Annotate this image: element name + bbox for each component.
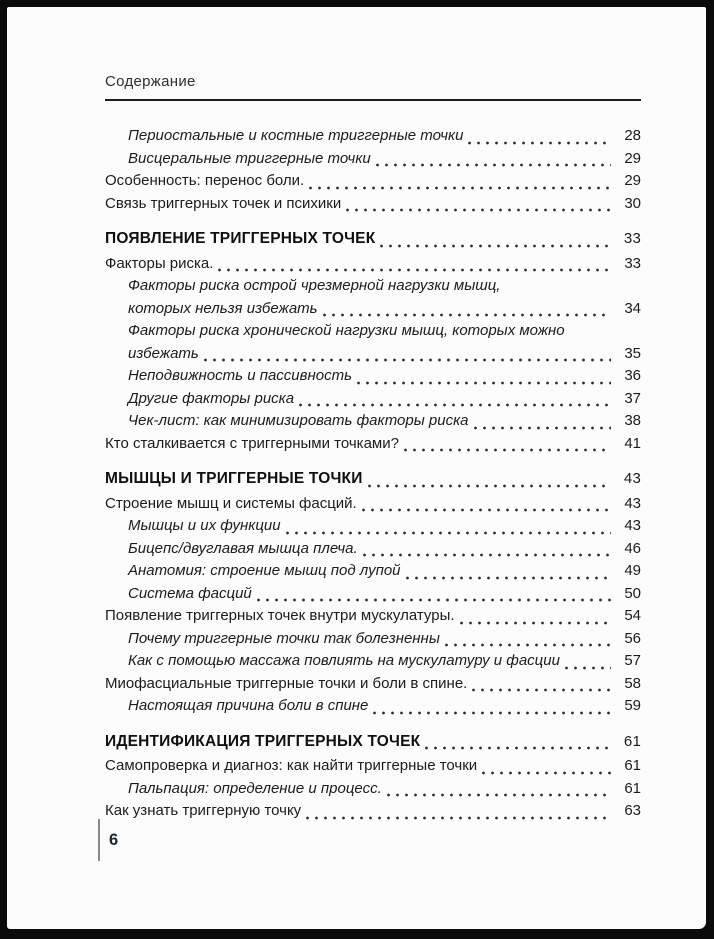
toc-entry-title: которых нельзя избежать xyxy=(128,299,318,317)
dot-leader xyxy=(468,141,611,145)
toc-entry-title: ПОЯВЛЕНИЕ ТРИГГЕРНЫХ ТОЧЕК xyxy=(105,230,376,247)
dot-leader xyxy=(257,598,611,602)
page-number: 6 xyxy=(109,830,119,849)
dot-leader xyxy=(218,268,611,272)
dot-leader xyxy=(425,746,611,750)
dot-leader xyxy=(368,484,611,488)
toc-entry-page: 29 xyxy=(624,172,641,189)
toc-entry-title: Бицепс/двуглавая мышца плеча. xyxy=(128,539,358,557)
toc-entry-title: Связь триггерных точек и психики xyxy=(105,194,342,212)
dot-leader xyxy=(346,208,611,212)
toc-row xyxy=(105,755,641,778)
toc-row xyxy=(105,148,641,171)
dot-leader xyxy=(204,358,611,362)
toc-entry-page: 59 xyxy=(624,697,641,714)
toc-entry-page: 63 xyxy=(624,802,641,819)
toc-entry-page: 36 xyxy=(624,367,641,384)
toc-entry-page: 30 xyxy=(624,194,641,212)
toc-row xyxy=(105,468,641,491)
toc-row xyxy=(105,778,641,801)
toc-row xyxy=(105,253,641,276)
toc-entry-page: 38 xyxy=(624,412,641,429)
toc-entry-title: Система фасций xyxy=(128,584,252,602)
dot-leader xyxy=(460,621,611,625)
toc-entry-page: 46 xyxy=(624,539,641,557)
toc-row xyxy=(105,343,641,366)
toc-row xyxy=(105,583,641,606)
toc-entry-page: 41 xyxy=(624,434,641,452)
toc-row xyxy=(105,731,641,754)
dot-leader xyxy=(376,163,611,167)
toc-entry-page: 43 xyxy=(623,470,641,487)
toc-entry-title: избежать xyxy=(128,344,199,362)
toc-row xyxy=(105,800,641,823)
toc-entry-title: Как узнать триггерную точку xyxy=(105,802,302,819)
toc-entry-page: 34 xyxy=(624,299,641,317)
page-content xyxy=(7,7,706,823)
toc-entry-page: 43 xyxy=(624,494,641,512)
page-header-title: Содержание xyxy=(105,73,196,90)
toc-row xyxy=(105,228,641,251)
toc-entry-title: Факторы риска. xyxy=(105,254,214,272)
toc-row xyxy=(105,515,641,538)
dot-leader xyxy=(565,666,611,670)
toc-row xyxy=(105,695,641,718)
toc-entry-page: 49 xyxy=(624,562,641,579)
toc-entry-page: 58 xyxy=(624,674,641,692)
toc-entry-title: Факторы риска хронической нагрузки мышц, которых можно xyxy=(128,322,565,339)
toc-entry-title: Миофасциальные триггерные точки и боли в спине. xyxy=(105,674,468,692)
toc-row xyxy=(105,298,641,321)
dot-leader xyxy=(472,688,611,692)
toc-row xyxy=(105,538,641,561)
toc-entry-page: 33 xyxy=(623,230,641,247)
dot-leader xyxy=(363,553,611,557)
dot-leader xyxy=(482,771,611,775)
toc-entry-page: 43 xyxy=(624,517,641,534)
dot-leader xyxy=(445,643,611,647)
page-footer xyxy=(98,819,118,861)
dot-leader xyxy=(474,426,611,430)
toc-entry-page: 54 xyxy=(624,607,641,624)
dot-leader xyxy=(373,711,611,715)
toc-row xyxy=(105,560,641,583)
toc-entry-page: 35 xyxy=(624,344,641,362)
toc-entry-page: 29 xyxy=(624,149,641,167)
toc-row xyxy=(105,125,641,148)
dot-leader xyxy=(299,403,611,407)
toc-row xyxy=(105,493,641,516)
toc-row xyxy=(105,275,641,298)
toc-row xyxy=(105,388,641,411)
toc-row xyxy=(105,628,641,651)
toc-entry-page: 56 xyxy=(624,629,641,647)
toc-entry-title: МЫШЦЫ И ТРИГГЕРНЫЕ ТОЧКИ xyxy=(105,470,363,487)
toc-entry-page: 37 xyxy=(624,389,641,407)
toc-entry-title: ИДЕНТИФИКАЦИЯ ТРИГГЕРНЫХ ТОЧЕК xyxy=(105,732,421,750)
toc-entry-title: Особенность: перенос боли. xyxy=(105,172,305,189)
toc-row xyxy=(105,410,641,433)
toc-row xyxy=(105,433,641,456)
toc-entry-page: 61 xyxy=(624,757,641,774)
toc-entry-page: 61 xyxy=(623,732,641,750)
toc-entry-title: Как с помощью массажа повлиять на мускулатуру и фасции xyxy=(128,652,560,669)
toc-row xyxy=(105,650,641,673)
toc-entry-title: Настоящая причина боли в спине xyxy=(128,697,369,714)
toc-entry-title: Неподвижность и пассивность xyxy=(128,367,352,384)
toc-row xyxy=(105,673,641,696)
dot-leader xyxy=(323,313,611,317)
toc-entry-page: 61 xyxy=(624,779,641,797)
toc-entry-title: Кто сталкивается с триггерными точками? xyxy=(105,434,399,452)
dot-leader xyxy=(404,448,611,452)
dot-leader xyxy=(380,244,611,248)
toc-entry-page: 28 xyxy=(624,127,641,144)
toc-entry-page: 33 xyxy=(624,254,641,272)
header-rule xyxy=(105,99,641,101)
table-of-contents xyxy=(105,125,641,823)
toc-row xyxy=(105,365,641,388)
toc-entry-page: 50 xyxy=(624,584,641,602)
book-page xyxy=(7,7,706,929)
toc-row xyxy=(105,320,641,343)
toc-entry-title: Почему триггерные точки так болезненны xyxy=(128,629,440,647)
toc-row xyxy=(105,170,641,193)
dot-leader xyxy=(362,508,611,512)
dot-leader xyxy=(309,186,611,190)
toc-row xyxy=(105,605,641,628)
dot-leader xyxy=(286,531,611,535)
dot-leader xyxy=(387,793,611,797)
toc-entry-title: Факторы риска острой чрезмерной нагрузки мышц, xyxy=(128,277,501,294)
toc-entry-title: Строение мышц и системы фасций. xyxy=(105,494,357,512)
toc-entry-title: Самопроверка и диагноз: как найти триггерные точки xyxy=(105,757,478,774)
toc-entry-title: Пальпация: определение и процесс. xyxy=(128,779,382,797)
dot-leader xyxy=(306,816,611,820)
dot-leader xyxy=(406,576,611,580)
toc-entry-title: Висцеральные триггерные точки xyxy=(128,149,371,167)
toc-row xyxy=(105,193,641,216)
toc-entry-title: Другие факторы риска xyxy=(128,389,295,407)
toc-entry-title: Анатомия: строение мышц под лупой xyxy=(128,562,401,579)
page-header xyxy=(105,73,641,101)
toc-entry-page: 57 xyxy=(624,652,641,669)
dot-leader xyxy=(357,381,611,385)
toc-entry-title: Появление триггерных точек внутри мускулатуры. xyxy=(105,607,455,624)
footer-divider-bar xyxy=(98,819,100,861)
toc-entry-title: Периостальные и костные триггерные точки xyxy=(128,127,464,144)
toc-entry-title: Мышцы и их функции xyxy=(128,517,281,534)
toc-entry-title: Чек-лист: как минимизировать факторы риска xyxy=(128,412,469,429)
